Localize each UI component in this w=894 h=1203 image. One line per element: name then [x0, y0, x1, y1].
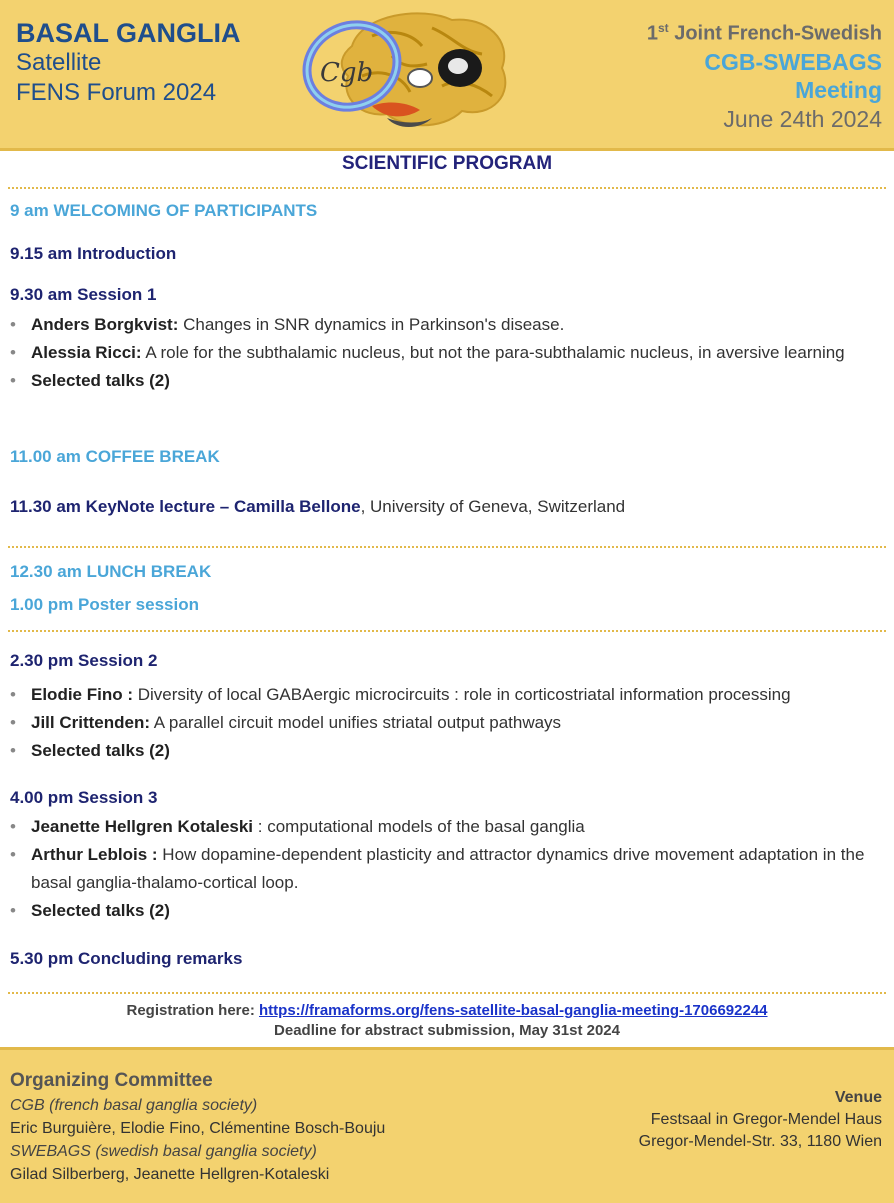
organizing-committee: [10, 1068, 385, 1186]
cgb-society: CGB (french basal ganglia society): [10, 1097, 258, 1114]
cgb-members: Eric Burguière, Elodie Fino, Clémentine Bosch-Bouju: [10, 1120, 386, 1137]
welcome-line: 9 am WELCOMING OF PARTICIPANTS: [10, 201, 318, 220]
divider: [8, 546, 886, 548]
lunch-break: 12.30 am LUNCH BREAK: [10, 562, 212, 581]
concluding-remarks: 5.30 pm Concluding remarks: [10, 949, 243, 968]
session2-title: 2.30 pm Session 2: [10, 651, 158, 670]
meeting-joint-line: 1st Joint French-Swedish: [646, 21, 882, 45]
talk-item: • Selected talks (2): [8, 897, 878, 925]
session2-talks: [8, 681, 878, 765]
swebags-members: Gilad Silberberg, Jeanette Hellgren-Kotaleski: [10, 1166, 330, 1183]
talk-item: • Arthur Leblois : How dopamine-dependent plasticity and attractor dynamics drive movement adaptation in the basal ganglia-thalamo-cortical loop.: [8, 841, 878, 897]
coffee-break: 11.00 am COFFEE BREAK: [10, 447, 220, 466]
divider: [8, 187, 886, 189]
registration-link[interactable]: https://framaforms.org/fens-satellite-basal-ganglia-meeting-1706692244: [259, 1002, 768, 1019]
org-heading: Organizing Committee: [10, 1070, 213, 1091]
talk-item: • Anders Borgkvist: Changes in SNR dynamics in Parkinson's disease.: [8, 311, 878, 339]
poster-session: 1.00 pm Poster session: [10, 595, 199, 614]
talk-item: • Jill Crittenden: A parallel circuit model unifies striatal output pathways: [8, 709, 878, 737]
venue-block: [639, 1087, 882, 1153]
meeting-info-block: [647, 14, 882, 134]
talk-item: • Elodie Fino : Diversity of local GABAergic microcircuits : role in corticostriatal information processing: [8, 681, 878, 709]
venue-heading: Venue: [834, 1089, 882, 1106]
talk-item: • Selected talks (2): [8, 737, 878, 765]
abstract-deadline: Deadline for abstract submission, May 31st 2024: [274, 1022, 620, 1039]
registration-block: [0, 1001, 894, 1041]
divider: [8, 992, 886, 994]
event-title: BASAL GANGLIA: [16, 18, 241, 48]
event-subtitle: Satellite: [16, 49, 102, 76]
keynote-line: 11.30 am KeyNote lecture – Camilla Bellone, University of Geneva, Switzerland: [10, 497, 626, 516]
talk-item: • Jeanette Hellgren Kotaleski : computational models of the basal ganglia: [8, 813, 878, 841]
venue-hall: Festsaal in Gregor-Mendel Haus: [650, 1111, 882, 1128]
event-title-block: [16, 18, 241, 108]
session3-title: 4.00 pm Session 3: [10, 788, 158, 807]
session1-title: 9.30 am Session 1: [10, 285, 157, 304]
talk-item: • Alessia Ricci: A role for the subthalamic nucleus, but not the para-subthalamic nucleus, in aversive learning: [8, 339, 878, 367]
session1-talks: [8, 311, 878, 395]
swebags-society: SWEBAGS (swedish basal ganglia society): [10, 1143, 317, 1160]
cgb-brain-logo: [292, 6, 517, 140]
intro-line: 9.15 am Introduction: [10, 244, 177, 263]
venue-address: Gregor-Mendel-Str. 33, 1180 Wien: [638, 1133, 882, 1150]
divider: [8, 630, 886, 632]
talk-item: • Selected talks (2): [8, 367, 878, 395]
event-forum: FENS Forum 2024: [16, 79, 217, 106]
logo-letters: Cgb: [320, 58, 374, 88]
meeting-label: Meeting: [795, 76, 882, 103]
meeting-date: June 24th 2024: [723, 105, 882, 132]
session3-talks: [8, 813, 878, 925]
program-title: SCIENTIFIC PROGRAM: [341, 153, 553, 174]
registration-label: Registration here:: [126, 1002, 255, 1019]
meeting-name: CGB-SWEBAGS: [704, 48, 882, 75]
